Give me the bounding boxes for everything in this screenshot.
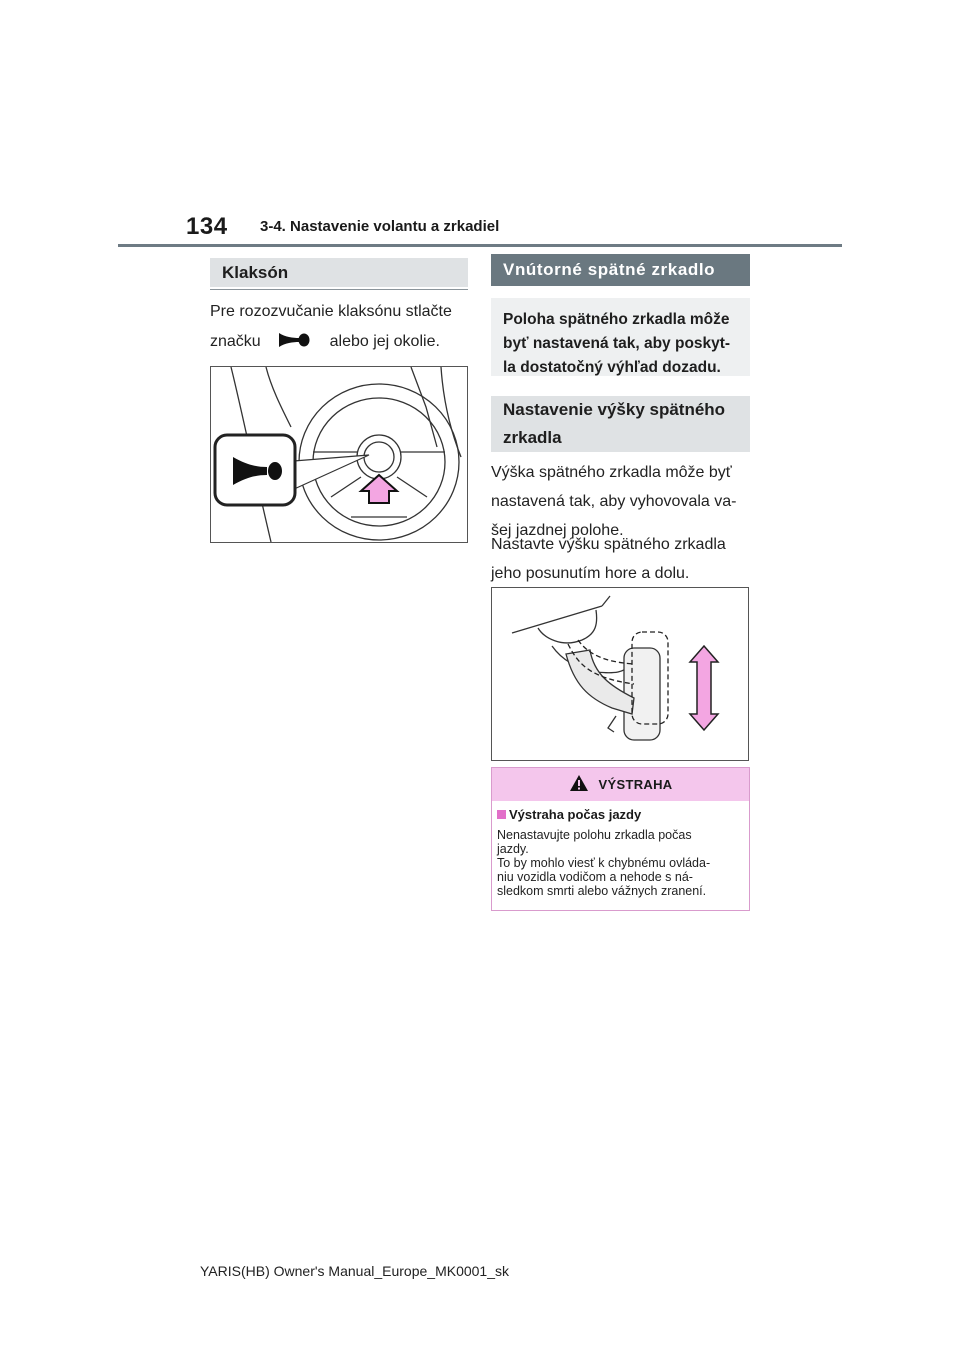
mirror-figure	[491, 587, 749, 761]
warning-header	[492, 768, 749, 801]
press-arrow	[361, 475, 397, 503]
warning-text	[497, 828, 745, 898]
warning-line: sledkom smrti alebo vážnych zranení.	[497, 884, 707, 898]
mirror-heading: Vnútorné spätné zrkadlo	[491, 254, 750, 286]
para-line: nastavená tak, aby vyhovovala va-	[491, 493, 737, 510]
warning-box	[491, 767, 750, 911]
warning-subtitle-row	[497, 807, 749, 822]
steering-wheel-figure	[210, 366, 468, 543]
steering-wheel-illustration	[211, 367, 467, 542]
heading-line: Nastavenie výšky spätného	[503, 400, 726, 419]
mirror-illustration	[492, 588, 748, 760]
warning-line: Nenastavujte polohu zrkadla počas	[497, 828, 692, 842]
horn-text-line1: Pre rozozvučanie klaksónu stlačte	[210, 303, 452, 320]
horn-text-b: alebo jej okolie.	[329, 333, 440, 350]
warning-subtitle: Výstraha počas jazdy	[509, 807, 642, 822]
para-line: jeho posunutím hore a dolu.	[491, 565, 690, 582]
mirror-note-box	[491, 298, 750, 376]
note-line: Poloha spätného zrkadla môže	[503, 311, 730, 328]
horn-heading: Klaksón	[210, 258, 468, 287]
page-number: 134	[186, 213, 228, 240]
up-down-arrow	[690, 646, 718, 730]
horn-text-line2	[210, 327, 440, 356]
footer-text: YARIS(HB) Owner's Manual_Europe_MK0001_sk	[200, 1263, 509, 1279]
section-title: 3-4. Nastavenie volantu a zrkadiel	[260, 218, 500, 235]
horn-text-a: značku	[210, 333, 261, 350]
warning-title: VÝSTRAHA	[598, 777, 673, 792]
mirror-para2	[491, 530, 726, 588]
horn-icon	[275, 330, 315, 350]
para-line: šej jazdnej polohe.	[491, 522, 624, 539]
header-rule	[118, 244, 842, 247]
warning-line: niu vozidla vodičom a nehode s ná-	[497, 870, 693, 884]
bullet-square-icon	[497, 810, 506, 819]
para-line: Nastavte výšku spätného zrkadla	[491, 536, 726, 553]
horn-heading-rule	[210, 289, 468, 290]
warning-line: jazdy.	[497, 842, 529, 856]
warning-line: To by mohlo viesť k chybnému ovláda-	[497, 856, 711, 870]
note-line: byť nastavená tak, aby poskyt-	[503, 335, 731, 352]
para-line: Výška spätného zrkadla môže byť	[491, 464, 732, 481]
mirror-height-heading	[491, 396, 750, 452]
warning-triangle-icon	[569, 774, 589, 795]
heading-line: zrkadla	[503, 428, 562, 447]
note-line: la dostatočný výhľad dozadu.	[503, 359, 721, 376]
